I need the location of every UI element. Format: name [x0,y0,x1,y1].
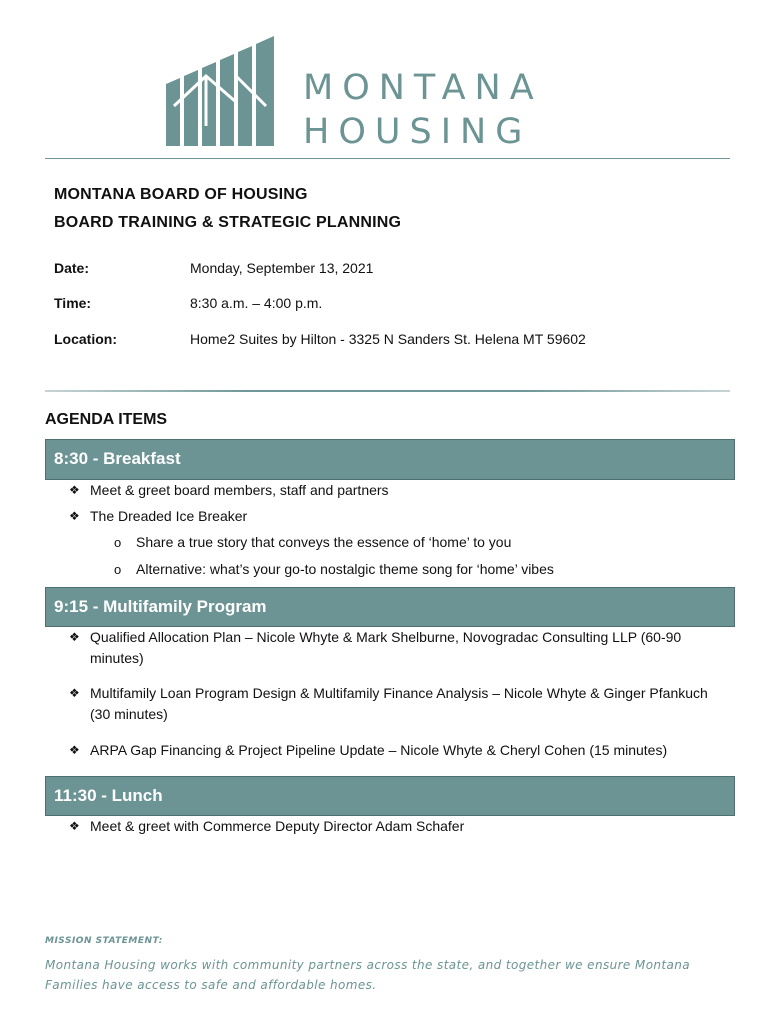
location-value: Home2 Suites by Hilton - 3325 N Sanders St. Helena MT 59602 [190,331,586,347]
section-heading-breakfast: 8:30 - Breakfast [45,439,735,480]
time-value: 8:30 a.m. – 4:00 p.m. [190,295,323,311]
circle-bullet-icon: o [114,535,122,550]
agenda-subitem: Share a true story that conveys the essence of ‘home’ to you [136,534,512,550]
location-label: Location: [54,331,117,347]
agenda-item: ARPA Gap Financing & Project Pipeline Update – Nicole Whyte & Cheryl Cohen (15 minutes) [90,742,668,758]
mission-statement-text: Montana Housing works with community partners across the state, and together we ensure Montana Families have access to safe and affordable homes. [45,958,691,992]
diamond-bullet-icon: ❖ [69,819,80,833]
agenda-subitem: Alternative: what’s your go-to nostalgic theme song for ‘home’ vibes [136,561,554,577]
agenda-item: Meet & greet board members, staff and partners [90,482,389,498]
diamond-bullet-icon: ❖ [69,743,80,757]
diamond-bullet-icon: ❖ [69,483,80,497]
logo-wordmark-line1: MONTANA [303,68,543,108]
montana-housing-logo-icon [166,36,278,148]
circle-bullet-icon: o [114,562,122,577]
date-value: Monday, September 13, 2021 [190,260,374,276]
section-divider [45,390,730,392]
agenda-item: Qualified Allocation Plan – Nicole Whyte & Mark Shelburne, Novogradac Consulting LLP (60-90 minutes) [90,629,682,666]
header-divider [45,158,730,159]
section-heading-lunch: 11:30 - Lunch [45,776,735,816]
date-label: Date: [54,260,90,276]
agenda-item: Meet & greet with Commerce Deputy Director Adam Schafer [90,818,465,834]
section-heading-multifamily: 9:15 - Multifamily Program [45,587,735,627]
agenda-item: Multifamily Loan Program Design & Multifamily Finance Analysis – Nicole Whyte & Ginger Pfankuch (30 minutes) [90,685,708,722]
diamond-bullet-icon: ❖ [69,686,80,700]
document-title: MONTANA BOARD OF HOUSING [54,186,308,203]
diamond-bullet-icon: ❖ [69,509,80,523]
agenda-item: The Dreaded Ice Breaker [90,508,248,524]
agenda-title: AGENDA ITEMS [45,411,168,428]
time-label: Time: [54,295,92,311]
logo-wordmark-line2: HOUSING [303,112,532,152]
mission-statement-label: MISSION STATEMENT: [45,936,163,946]
diamond-bullet-icon: ❖ [69,630,80,644]
document-subtitle: BOARD TRAINING & STRATEGIC PLANNING [54,214,402,231]
